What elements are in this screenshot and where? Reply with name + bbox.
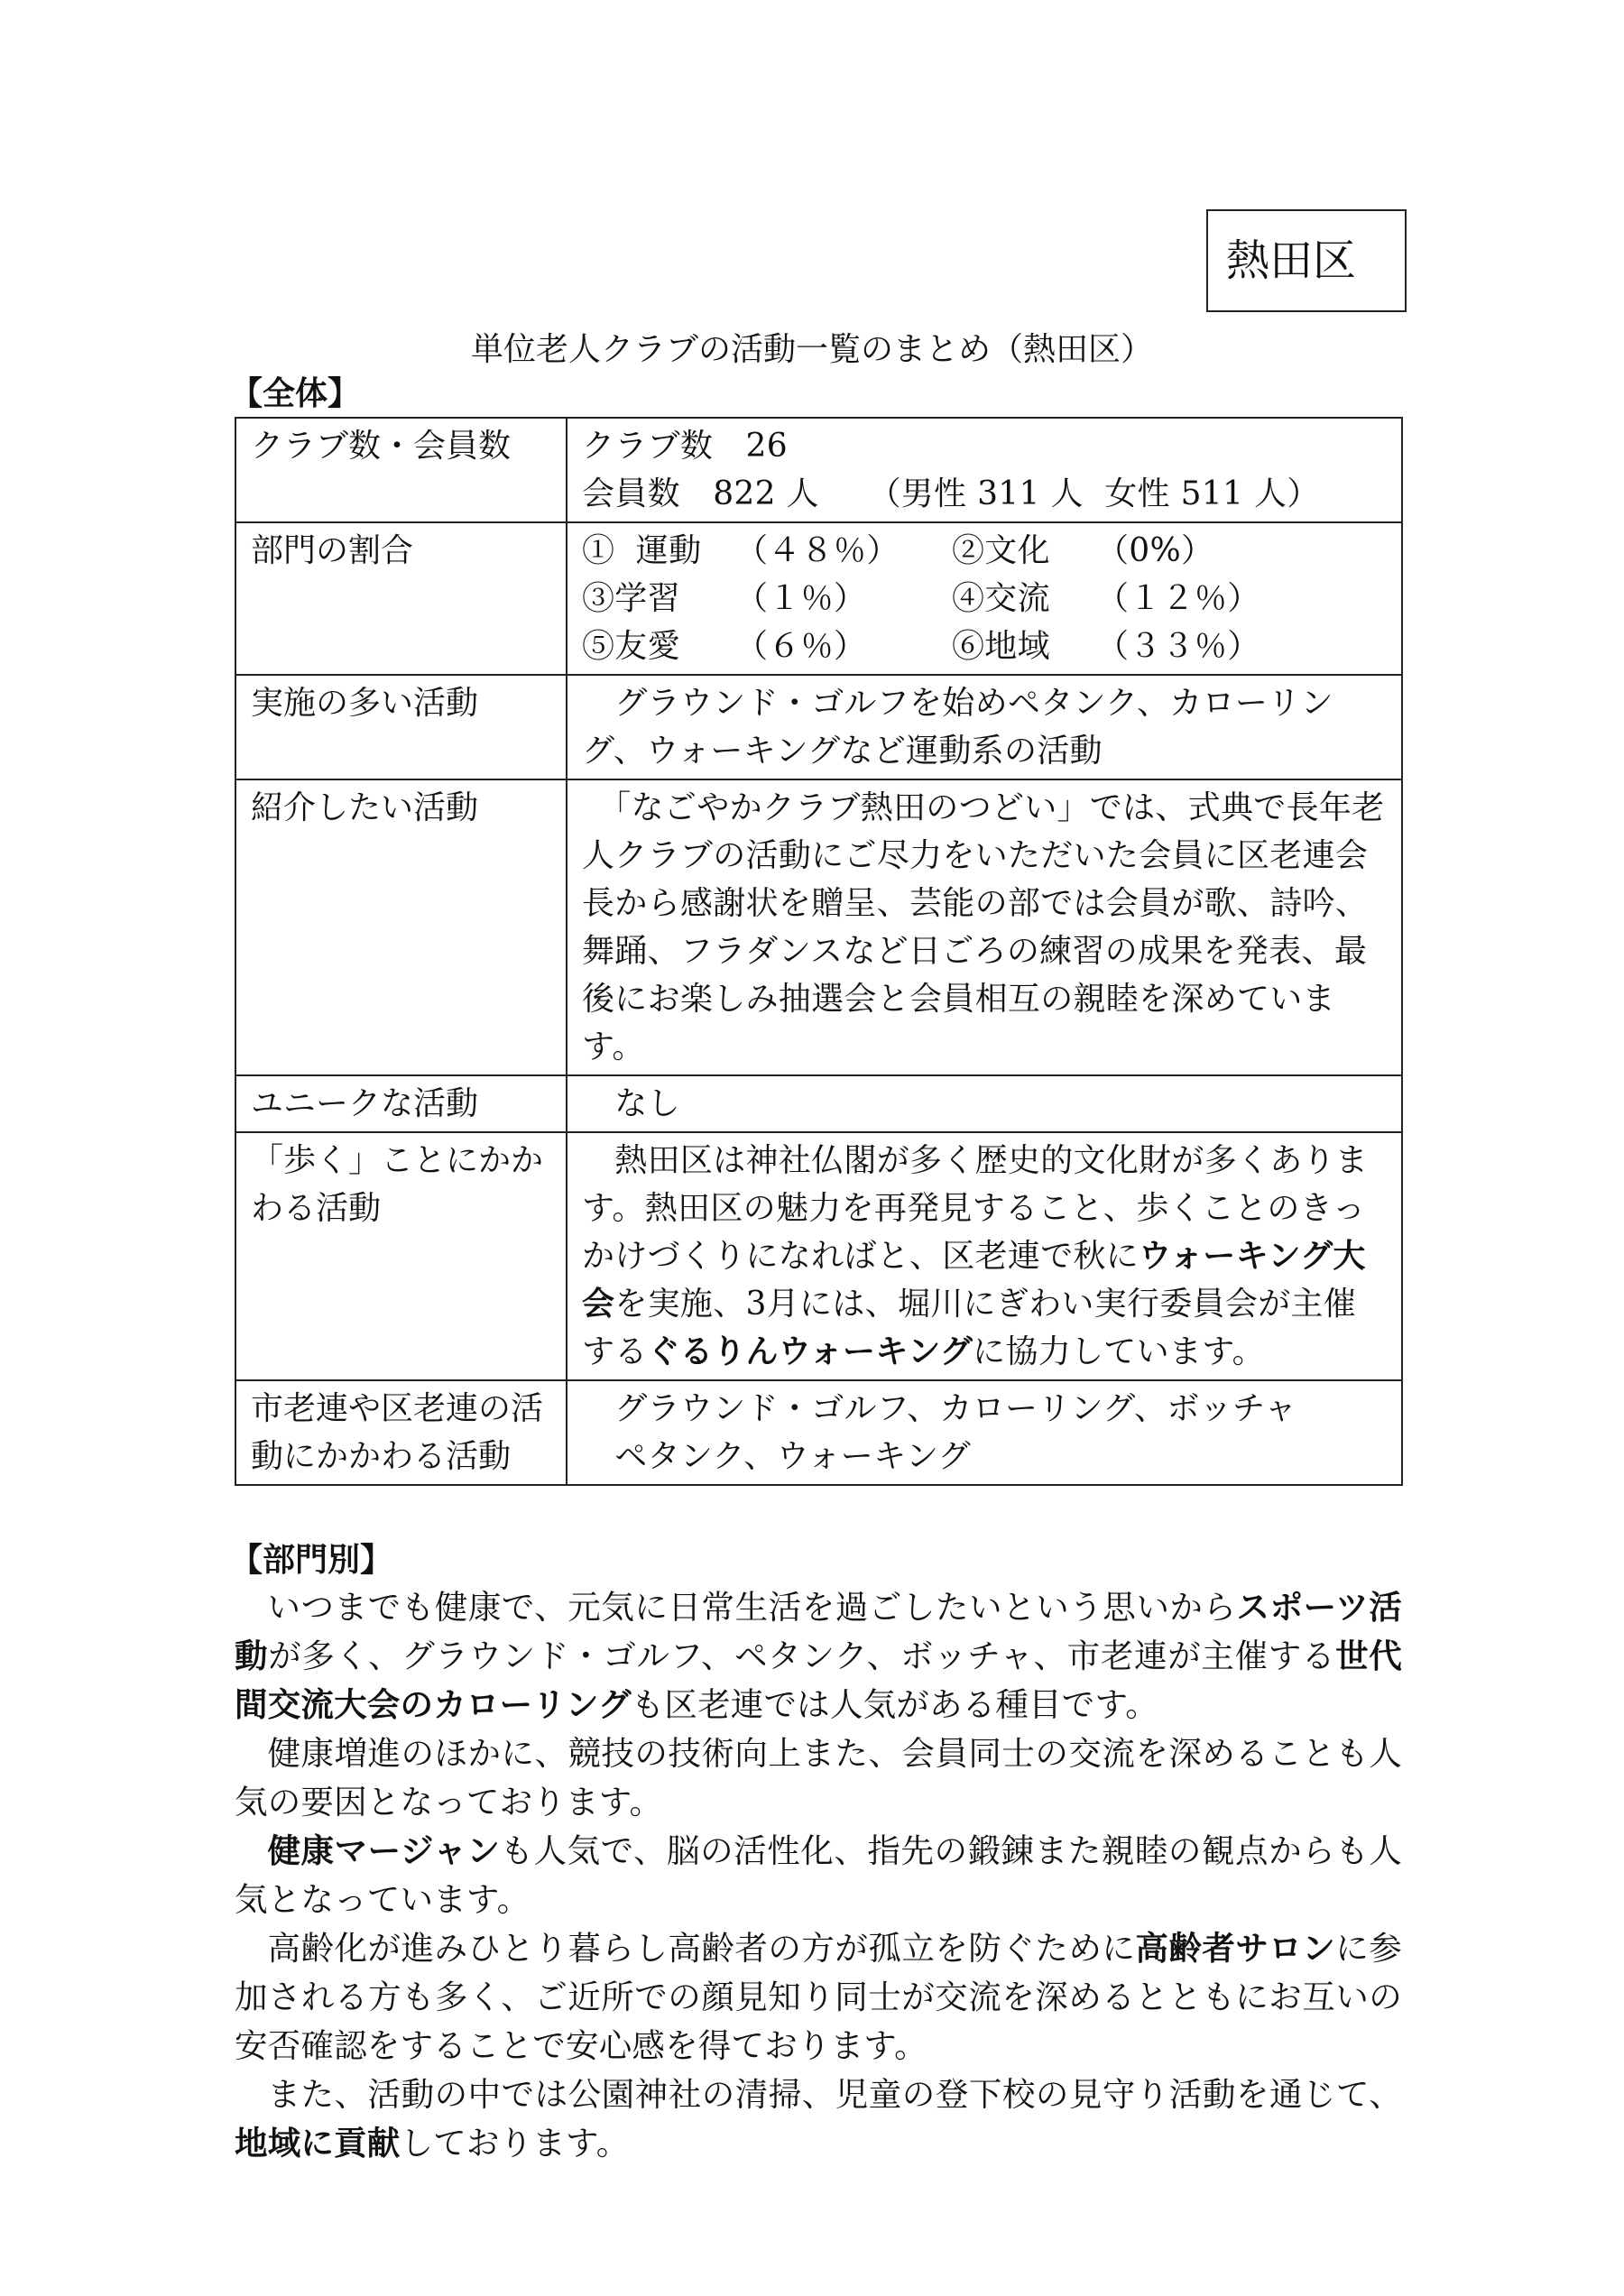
text: も人気で、脳の活性化、指先の鍛錬また親睦の観点からも人気となっています。	[235, 1831, 1402, 1919]
bold-text: ぐるりんウォーキング	[647, 1333, 973, 1370]
ward-label: 熱田区	[1226, 235, 1357, 286]
document-title: 単位老人クラブの活動一覧のまとめ（熱田区）	[470, 331, 1153, 368]
ratio-grid	[582, 527, 1389, 670]
ratio-pct: （１２％）	[1096, 580, 1260, 617]
text: また、活動の中では公園神社の清掃、児童の登下校の見守り活動を通じて、	[267, 2075, 1402, 2114]
overall-table	[235, 417, 1403, 1486]
paragraph	[235, 1583, 1402, 1729]
ratio-name: ⑤友愛	[582, 628, 680, 665]
bold-text: スポーツ活動	[235, 1588, 1402, 1675]
ratio-name: ① 運動	[582, 532, 702, 569]
row-label: 市老連や区老連の活動にかかわる活動	[235, 1380, 567, 1485]
row-value: グラウンド・ゴルフを始めペタンク、カローリング、ウォーキングなど運動系の活動	[567, 675, 1402, 779]
table-row	[235, 1075, 1402, 1132]
row-label: 「歩く」ことにかかわる活動	[235, 1132, 567, 1380]
ratio-pct: （４８％）	[735, 532, 900, 569]
ratio-name: ⑥地域	[952, 628, 1050, 665]
bold-text: 高齢者サロン	[1135, 1929, 1336, 1968]
ratio-name: ④交流	[952, 580, 1050, 617]
table-row	[235, 1380, 1402, 1485]
row-value: なし	[567, 1075, 1402, 1132]
row-value	[567, 1380, 1402, 1485]
bold-text: ウォーキング大会	[582, 1238, 1366, 1323]
text: に参加される方も多く、ご近所での顔見知り同士が交流を深めるとともにお互いの安否確認をすることで安心感を得ております。	[235, 1929, 1403, 2065]
member-count: 会員数 822 人 （男性 311 人 女性 511 人）	[582, 475, 1320, 512]
ratio-pct: （６％）	[735, 628, 867, 665]
text: を実施、3月には、堀川にぎわい実行委員会が主催する	[582, 1286, 1357, 1370]
text: しております。	[400, 2124, 630, 2162]
ratio-pct: （３３％）	[1096, 628, 1260, 665]
table-row	[235, 779, 1402, 1075]
paragraph	[235, 1924, 1402, 2070]
text: 健康増進のほかに、競技の技術向上また、会員同士の交流を深めることも人気の要因となっております。	[235, 1734, 1402, 1821]
ward-label-box	[1206, 209, 1407, 312]
city-activities-line: グラウンド・ゴルフ、カローリング、ボッチャ	[582, 1390, 1297, 1427]
ratio-name: ③学習	[582, 580, 680, 617]
text: が多く、グラウンド・ゴルフ、ペタンク、ボッチャ、市老連が主催する	[268, 1637, 1336, 1675]
table-row	[235, 418, 1402, 522]
paragraph	[235, 1827, 1402, 1924]
city-activities-line: ペタンク、ウォーキング	[582, 1438, 971, 1475]
document-body	[230, 372, 1403, 2168]
row-value: 「なごやかクラブ熱田のつどい」では、式典で長年老人クラブの活動にご尽力をいただいた会員に区老連会長から感謝状を贈呈、芸能の部では会員が歌、詩吟、舞踊、フラダンスなど日ごろの練習の成果を発表、最後にお楽しみ抽選会と会員相互の親睦を深めています。	[567, 779, 1402, 1075]
text: に協力しています。	[973, 1333, 1265, 1370]
ratio-name: ②文化	[952, 532, 1050, 569]
ratio-pct: （１％）	[735, 580, 867, 617]
row-value	[567, 1132, 1402, 1380]
spacer	[230, 1486, 1403, 1538]
text: 熱田区は神社仏閣が多く歴史的文化財が多くあります。熱田区の魅力を再発見すること、歩くことのきっかけづくりになればと、区老連で秋に	[582, 1142, 1369, 1275]
text: いつまでも健康で、元気に日常生活を過ごしたいという思いから	[267, 1588, 1237, 1627]
bold-text: 世代間交流大会のカローリング	[235, 1637, 1402, 1724]
row-label: ユニークな活動	[235, 1075, 567, 1132]
paragraph	[235, 1729, 1402, 1827]
overall-heading: 【全体】	[230, 375, 361, 412]
club-count: クラブ数 26	[582, 428, 788, 465]
by-section-body	[235, 1583, 1402, 2168]
bold-text: 地域に貢献	[235, 2124, 401, 2162]
row-label: 紹介したい活動	[235, 779, 567, 1075]
table-row	[235, 675, 1402, 779]
row-value	[567, 418, 1402, 522]
table-row	[235, 1132, 1402, 1380]
row-label: クラブ数・会員数	[235, 418, 567, 522]
row-value	[567, 522, 1402, 675]
by-section-heading: 【部門別】	[230, 1542, 393, 1579]
table-row	[235, 522, 1402, 675]
text: も区老連では人気がある種目です。	[631, 1685, 1158, 1724]
bold-text: 健康マージャン	[267, 1831, 501, 1870]
row-label: 部門の割合	[235, 522, 567, 675]
text: 高齢化が進みひとり暮らし高齢者の方が孤立を防ぐために	[267, 1929, 1136, 1968]
row-label: 実施の多い活動	[235, 675, 567, 779]
ratio-pct: （0%）	[1096, 532, 1214, 569]
paragraph	[235, 2070, 1402, 2168]
